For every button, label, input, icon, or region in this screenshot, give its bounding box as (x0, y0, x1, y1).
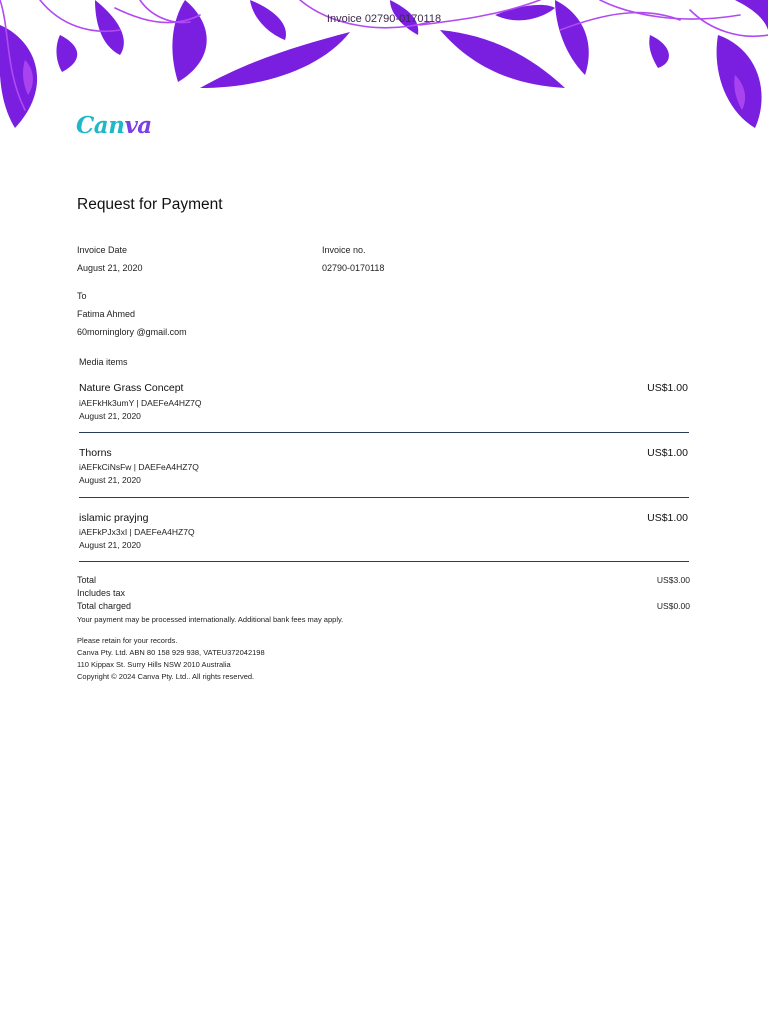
item-date: August 21, 2020 (79, 475, 141, 485)
invoice-date-value: August 21, 2020 (77, 263, 143, 273)
item-name: Nature Grass Concept (79, 382, 184, 394)
canva-logo: Canva (76, 112, 152, 139)
item-price: US$1.00 (647, 512, 688, 524)
invoice-no-value: 02790-0170118 (322, 263, 385, 273)
footer-retain-note: Please retain for your records. (77, 636, 178, 645)
item-date: August 21, 2020 (79, 411, 141, 421)
invoice-header-title: Invoice 02790-0170118 (326, 13, 442, 25)
item-name: Thorns (79, 447, 112, 459)
item-name: islamic prayjng (79, 512, 149, 524)
document-title: Request for Payment (77, 196, 223, 213)
invoice-date-label: Invoice Date (77, 245, 128, 255)
recipient-name: Fatima Ahmed (77, 309, 136, 319)
invoice-no-label: Invoice no. (322, 245, 366, 255)
footer-address: 110 Kippax St. Surry Hills NSW 2010 Australia (77, 660, 231, 669)
item-id: iAEFkPJx3xI | DAEFeA4HZ7Q (79, 527, 195, 537)
footer-company: Canva Pty. Ltd. ABN 80 158 929 938, VATEU372042198 (77, 648, 265, 657)
total-label: Total (77, 575, 97, 585)
item-price: US$1.00 (647, 382, 688, 394)
to-label: To (77, 291, 87, 301)
item-id: iAEFkHk3umY | DAEFeA4HZ7Q (79, 398, 202, 408)
item-date: August 21, 2020 (79, 540, 141, 550)
item-divider (79, 561, 689, 562)
item-price: US$1.00 (647, 447, 688, 459)
total-charged-label: Total charged (77, 601, 132, 611)
processing-note: Your payment may be processed internationally. Additional bank fees may apply. (77, 615, 344, 624)
item-divider (79, 497, 689, 498)
recipient-email: 60morninglory @gmail.com (77, 327, 187, 337)
media-items-label: Media items (79, 357, 128, 367)
includes-tax-label: Includes tax (77, 588, 126, 598)
item-divider (79, 432, 689, 433)
total-charged-value: US$0.00 (656, 601, 690, 611)
footer-copyright: Copyright © 2024 Canva Pty. Ltd.. All rights reserved. (77, 672, 255, 681)
total-value: US$3.00 (656, 575, 690, 585)
item-id: iAEFkCiNsFw | DAEFeA4HZ7Q (79, 462, 199, 472)
